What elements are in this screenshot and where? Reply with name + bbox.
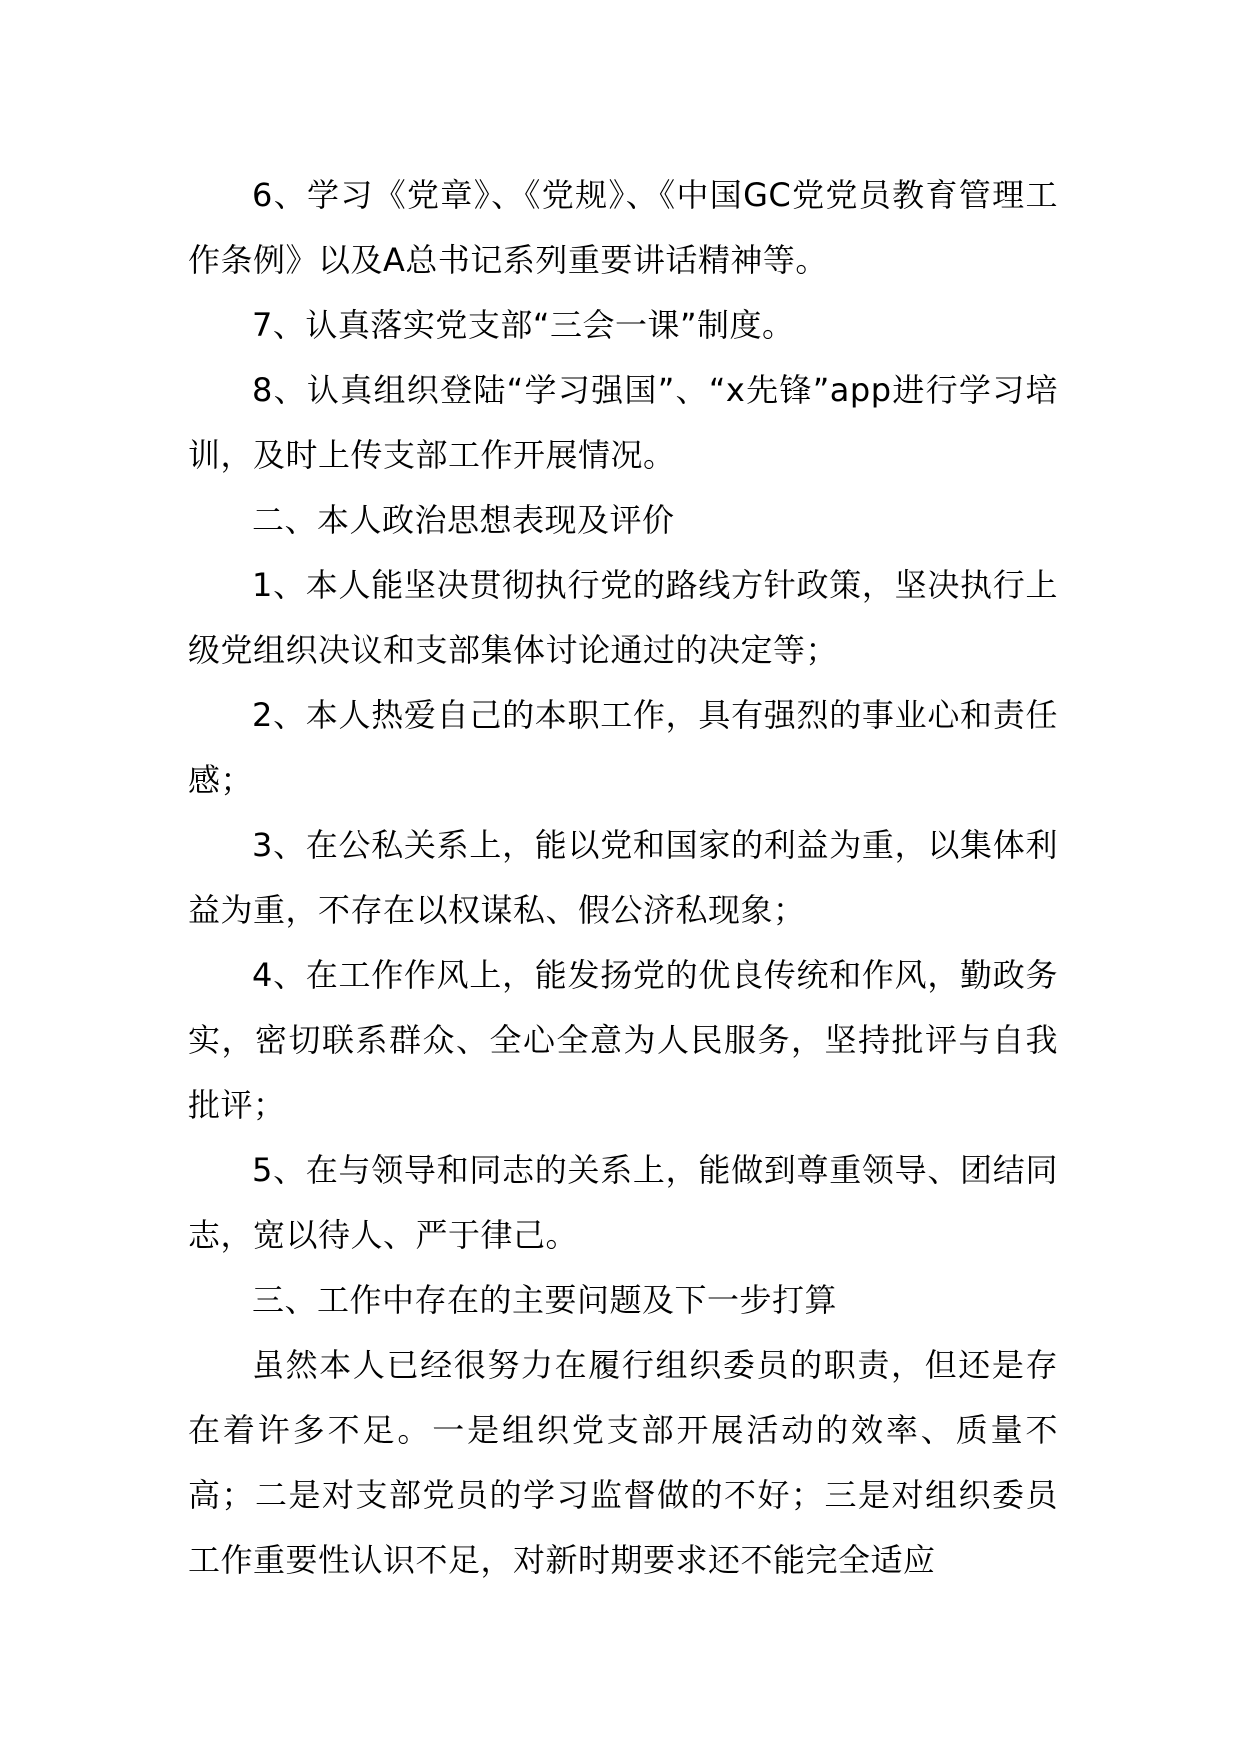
paragraph-problems: 虽然本人已经很努力在履行组织委员的职责，但还是存在着许多不足。一是组织党支部开展活动的效率、质量不高；二是对支部党员的学习监督做的不好；三是对组织委员工作重要性认识不足，对新时期要求还不能完全适应	[188, 1346, 1058, 1579]
section-heading-3: 三、工作中存在的主要问题及下一步打算	[252, 1281, 838, 1319]
paragraph-eval-2: 2、本人热爱自己的本职工作，具有强烈的事业心和责任感；	[188, 696, 1058, 799]
paragraph-item-6: 6、学习《党章》、《党规》、《中国GC党党员教育管理工作条例》以及A总书记系列重要讲话精神等。	[188, 176, 1058, 279]
paragraph-eval-5: 5、在与领导和同志的关系上，能做到尊重领导、团结同志，宽以待人、严于律己。	[188, 1151, 1058, 1254]
section-heading-2: 二、本人政治思想表现及评价	[252, 501, 675, 539]
paragraph-item-7: 7、认真落实党支部“三会一课”制度。	[252, 306, 795, 344]
paragraph-eval-1: 1、本人能坚决贯彻执行党的路线方针政策，坚决执行上级党组织决议和支部集体讨论通过的决定等；	[188, 566, 1058, 669]
paragraph-eval-3: 3、在公私关系上，能以党和国家的利益为重，以集体利益为重，不存在以权谋私、假公济私现象；	[188, 826, 1058, 929]
document-page	[188, 163, 1058, 1593]
paragraph-eval-4: 4、在工作作风上，能发扬党的优良传统和作风，勤政务实，密切联系群众、全心全意为人民服务，坚持批评与自我批评；	[188, 956, 1058, 1124]
paragraph-item-8: 8、认真组织登陆“学习强国”、“x先锋”app进行学习培训，及时上传支部工作开展情况。	[188, 371, 1058, 474]
